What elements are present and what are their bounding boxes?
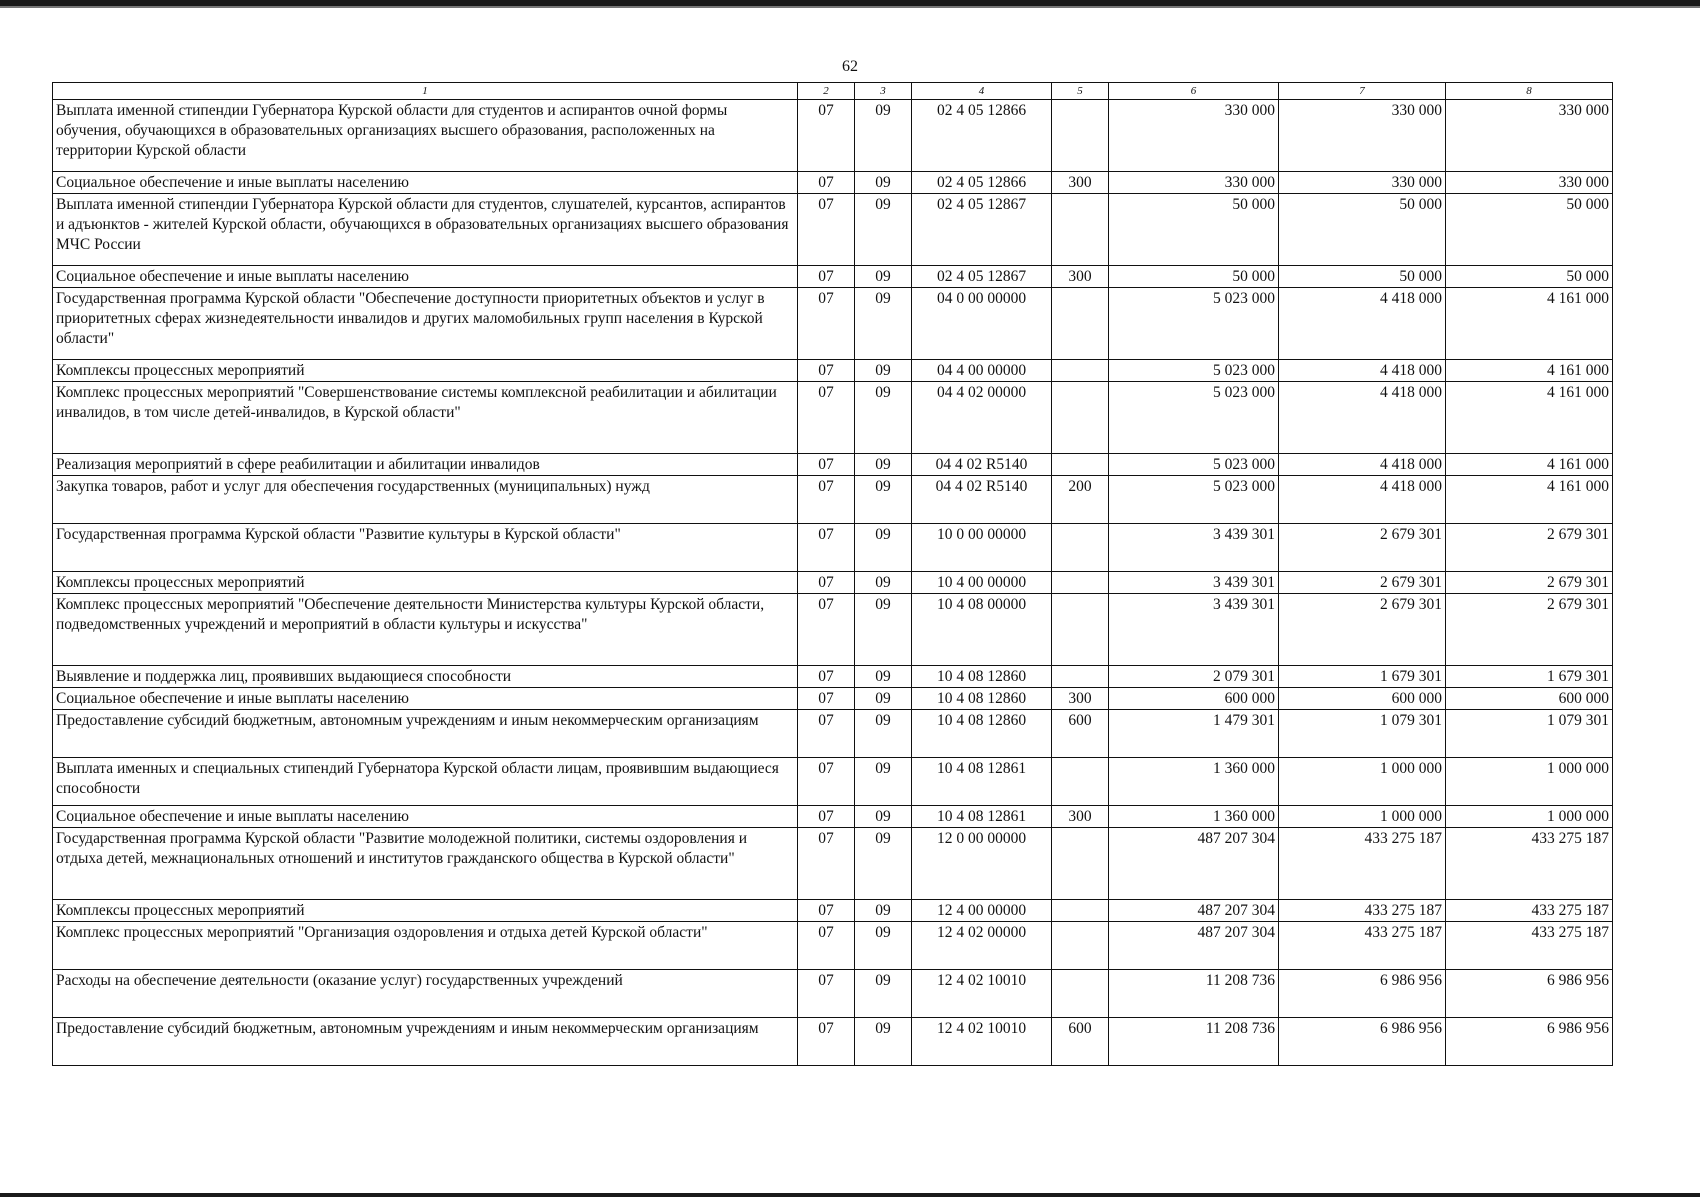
row-name: Предоставление субсидий бюджетным, автономным учреждениям и иным некоммерческим организациям — [53, 710, 798, 758]
table-row — [53, 572, 1613, 594]
table-row — [53, 360, 1613, 382]
target-article-code: 12 0 00 00000 — [912, 828, 1052, 900]
amount-col7: 4 418 000 — [1279, 288, 1446, 360]
section-code: 07 — [798, 828, 855, 900]
amount-col8: 2 679 301 — [1446, 572, 1613, 594]
column-header: 2 — [798, 83, 855, 100]
subsection-code: 09 — [855, 688, 912, 710]
section-code: 07 — [798, 970, 855, 1018]
amount-col6: 3 439 301 — [1109, 524, 1279, 572]
section-code: 07 — [798, 1018, 855, 1066]
column-header: 1 — [53, 83, 798, 100]
subsection-code: 09 — [855, 970, 912, 1018]
amount-col7: 433 275 187 — [1279, 922, 1446, 970]
table-row — [53, 524, 1613, 572]
subsection-code: 09 — [855, 1018, 912, 1066]
row-name: Выявление и поддержка лиц, проявивших выдающиеся способности — [53, 666, 798, 688]
expense-type-code: 300 — [1052, 172, 1109, 194]
expense-type-code — [1052, 594, 1109, 666]
target-article-code: 04 4 00 00000 — [912, 360, 1052, 382]
table-row — [53, 806, 1613, 828]
amount-col6: 50 000 — [1109, 266, 1279, 288]
subsection-code: 09 — [855, 524, 912, 572]
budget-table — [52, 82, 1613, 1066]
row-name: Предоставление субсидий бюджетным, автономным учреждениям и иным некоммерческим организациям — [53, 1018, 798, 1066]
amount-col6: 5 023 000 — [1109, 360, 1279, 382]
row-name: Комплексы процессных мероприятий — [53, 900, 798, 922]
amount-col6: 600 000 — [1109, 688, 1279, 710]
section-code: 07 — [798, 172, 855, 194]
amount-col8: 2 679 301 — [1446, 594, 1613, 666]
amount-col6: 50 000 — [1109, 194, 1279, 266]
target-article-code: 10 4 08 12861 — [912, 758, 1052, 806]
row-name: Государственная программа Курской области "Обеспечение доступности приоритетных объектов и услуг в приоритетных сферах жизнедеятельности инвалидов и других маломобильных групп населения в Курской области" — [53, 288, 798, 360]
subsection-code: 09 — [855, 454, 912, 476]
amount-col8: 50 000 — [1446, 194, 1613, 266]
amount-col8: 2 679 301 — [1446, 524, 1613, 572]
row-name: Выплата именных и специальных стипендий Губернатора Курской области лицам, проявившим выдающиеся способности — [53, 758, 798, 806]
table-row — [53, 100, 1613, 172]
amount-col7: 1 000 000 — [1279, 806, 1446, 828]
expense-type-code: 200 — [1052, 476, 1109, 524]
row-name: Реализация мероприятий в сфере реабилитации и абилитации инвалидов — [53, 454, 798, 476]
amount-col8: 1 000 000 — [1446, 758, 1613, 806]
amount-col7: 50 000 — [1279, 266, 1446, 288]
subsection-code: 09 — [855, 922, 912, 970]
amount-col7: 600 000 — [1279, 688, 1446, 710]
section-code: 07 — [798, 382, 855, 454]
amount-col8: 1 000 000 — [1446, 806, 1613, 828]
target-article-code: 10 4 08 12860 — [912, 666, 1052, 688]
row-name: Расходы на обеспечение деятельности (оказание услуг) государственных учреждений — [53, 970, 798, 1018]
amount-col6: 5 023 000 — [1109, 476, 1279, 524]
expense-type-code: 300 — [1052, 266, 1109, 288]
row-name: Комплексы процессных мероприятий — [53, 572, 798, 594]
table-body — [53, 100, 1613, 1066]
section-code: 07 — [798, 710, 855, 758]
section-code: 07 — [798, 288, 855, 360]
row-name: Государственная программа Курской области "Развитие молодежной политики, системы оздоровления и отдыха детей, межнациональных отношений и институтов гражданского общества в Курской области" — [53, 828, 798, 900]
table-row — [53, 666, 1613, 688]
scan-edge-shadow — [0, 6, 1700, 8]
amount-col7: 1 079 301 — [1279, 710, 1446, 758]
section-code: 07 — [798, 476, 855, 524]
subsection-code: 09 — [855, 100, 912, 172]
table-row — [53, 194, 1613, 266]
row-name: Комплексы процессных мероприятий — [53, 360, 798, 382]
expense-type-code — [1052, 524, 1109, 572]
target-article-code: 12 4 02 00000 — [912, 922, 1052, 970]
amount-col8: 4 161 000 — [1446, 288, 1613, 360]
row-name: Выплата именной стипендии Губернатора Курской области для студентов и аспирантов очной формы обучения, обучающихся в образовательных организациях высшего образования, расположенных на территории Курской области — [53, 100, 798, 172]
amount-col6: 1 360 000 — [1109, 806, 1279, 828]
amount-col6: 11 208 736 — [1109, 1018, 1279, 1066]
target-article-code: 10 4 08 12860 — [912, 688, 1052, 710]
column-number-row — [53, 83, 1613, 100]
expense-type-code — [1052, 100, 1109, 172]
amount-col7: 4 418 000 — [1279, 476, 1446, 524]
section-code: 07 — [798, 266, 855, 288]
section-code: 07 — [798, 100, 855, 172]
table-row — [53, 688, 1613, 710]
section-code: 07 — [798, 194, 855, 266]
section-code: 07 — [798, 758, 855, 806]
amount-col6: 3 439 301 — [1109, 594, 1279, 666]
target-article-code: 10 0 00 00000 — [912, 524, 1052, 572]
target-article-code: 10 4 08 00000 — [912, 594, 1052, 666]
amount-col6: 2 079 301 — [1109, 666, 1279, 688]
amount-col7: 330 000 — [1279, 100, 1446, 172]
target-article-code: 04 4 02 00000 — [912, 382, 1052, 454]
section-code: 07 — [798, 688, 855, 710]
row-name: Социальное обеспечение и иные выплаты населению — [53, 266, 798, 288]
section-code: 07 — [798, 360, 855, 382]
table-row — [53, 266, 1613, 288]
amount-col6: 487 207 304 — [1109, 900, 1279, 922]
expense-type-code: 300 — [1052, 688, 1109, 710]
row-name: Государственная программа Курской области "Развитие культуры в Курской области" — [53, 524, 798, 572]
subsection-code: 09 — [855, 900, 912, 922]
expense-type-code — [1052, 970, 1109, 1018]
expense-type-code — [1052, 758, 1109, 806]
amount-col6: 330 000 — [1109, 100, 1279, 172]
amount-col6: 487 207 304 — [1109, 922, 1279, 970]
target-article-code: 04 4 02 R5140 — [912, 454, 1052, 476]
row-name: Комплекс процессных мероприятий "Обеспечение деятельности Министерства культуры Курской области, подведомственных учреждений и мероприятий в области культуры и искусства" — [53, 594, 798, 666]
section-code: 07 — [798, 666, 855, 688]
row-name: Комплекс процессных мероприятий "Организация оздоровления и отдыха детей Курской области" — [53, 922, 798, 970]
amount-col7: 1 000 000 — [1279, 758, 1446, 806]
target-article-code: 10 4 00 00000 — [912, 572, 1052, 594]
target-article-code: 02 4 05 12866 — [912, 100, 1052, 172]
column-header: 3 — [855, 83, 912, 100]
row-name: Социальное обеспечение и иные выплаты населению — [53, 806, 798, 828]
amount-col7: 2 679 301 — [1279, 572, 1446, 594]
expense-type-code — [1052, 666, 1109, 688]
table-row — [53, 828, 1613, 900]
amount-col7: 433 275 187 — [1279, 828, 1446, 900]
amount-col6: 11 208 736 — [1109, 970, 1279, 1018]
expense-type-code — [1052, 922, 1109, 970]
amount-col6: 487 207 304 — [1109, 828, 1279, 900]
section-code: 07 — [798, 524, 855, 572]
expense-type-code — [1052, 194, 1109, 266]
amount-col7: 4 418 000 — [1279, 382, 1446, 454]
subsection-code: 09 — [855, 288, 912, 360]
expense-type-code — [1052, 828, 1109, 900]
expense-type-code — [1052, 454, 1109, 476]
table-row — [53, 970, 1613, 1018]
table-row — [53, 900, 1613, 922]
amount-col8: 330 000 — [1446, 100, 1613, 172]
row-name: Социальное обеспечение и иные выплаты населению — [53, 688, 798, 710]
amount-col7: 1 679 301 — [1279, 666, 1446, 688]
expense-type-code — [1052, 572, 1109, 594]
subsection-code: 09 — [855, 172, 912, 194]
amount-col7: 433 275 187 — [1279, 900, 1446, 922]
scan-edge-bottom — [0, 1193, 1700, 1197]
target-article-code: 12 4 02 10010 — [912, 1018, 1052, 1066]
section-code: 07 — [798, 454, 855, 476]
amount-col8: 4 161 000 — [1446, 382, 1613, 454]
expense-type-code: 300 — [1052, 806, 1109, 828]
target-article-code: 02 4 05 12867 — [912, 194, 1052, 266]
amount-col7: 4 418 000 — [1279, 360, 1446, 382]
amount-col6: 1 360 000 — [1109, 758, 1279, 806]
amount-col8: 4 161 000 — [1446, 360, 1613, 382]
row-name: Закупка товаров, работ и услуг для обеспечения государственных (муниципальных) нужд — [53, 476, 798, 524]
subsection-code: 09 — [855, 194, 912, 266]
expense-type-code: 600 — [1052, 710, 1109, 758]
amount-col8: 600 000 — [1446, 688, 1613, 710]
subsection-code: 09 — [855, 806, 912, 828]
expense-type-code — [1052, 288, 1109, 360]
section-code: 07 — [798, 572, 855, 594]
amount-col7: 6 986 956 — [1279, 1018, 1446, 1066]
amount-col7: 50 000 — [1279, 194, 1446, 266]
amount-col7: 4 418 000 — [1279, 454, 1446, 476]
column-header: 4 — [912, 83, 1052, 100]
subsection-code: 09 — [855, 828, 912, 900]
column-header: 6 — [1109, 83, 1279, 100]
page-number: 62 — [842, 58, 858, 75]
subsection-code: 09 — [855, 360, 912, 382]
column-header: 8 — [1446, 83, 1613, 100]
amount-col8: 433 275 187 — [1446, 922, 1613, 970]
target-article-code: 10 4 08 12861 — [912, 806, 1052, 828]
table-row — [53, 382, 1613, 454]
amount-col7: 6 986 956 — [1279, 970, 1446, 1018]
expense-type-code: 600 — [1052, 1018, 1109, 1066]
amount-col8: 330 000 — [1446, 172, 1613, 194]
subsection-code: 09 — [855, 476, 912, 524]
target-article-code: 12 4 02 10010 — [912, 970, 1052, 1018]
column-header: 5 — [1052, 83, 1109, 100]
table-row — [53, 594, 1613, 666]
amount-col6: 3 439 301 — [1109, 572, 1279, 594]
amount-col7: 2 679 301 — [1279, 594, 1446, 666]
subsection-code: 09 — [855, 594, 912, 666]
amount-col8: 4 161 000 — [1446, 454, 1613, 476]
table-row — [53, 758, 1613, 806]
amount-col8: 4 161 000 — [1446, 476, 1613, 524]
subsection-code: 09 — [855, 666, 912, 688]
amount-col8: 50 000 — [1446, 266, 1613, 288]
table-row — [53, 1018, 1613, 1066]
expense-type-code — [1052, 900, 1109, 922]
amount-col8: 1 679 301 — [1446, 666, 1613, 688]
amount-col6: 5 023 000 — [1109, 288, 1279, 360]
expense-type-code — [1052, 382, 1109, 454]
target-article-code: 12 4 00 00000 — [912, 900, 1052, 922]
section-code: 07 — [798, 922, 855, 970]
subsection-code: 09 — [855, 382, 912, 454]
table-row — [53, 476, 1613, 524]
row-name: Социальное обеспечение и иные выплаты населению — [53, 172, 798, 194]
target-article-code: 10 4 08 12860 — [912, 710, 1052, 758]
table-row — [53, 454, 1613, 476]
table-row — [53, 922, 1613, 970]
amount-col8: 6 986 956 — [1446, 970, 1613, 1018]
target-article-code: 04 4 02 R5140 — [912, 476, 1052, 524]
row-name: Выплата именной стипендии Губернатора Курской области для студентов, слушателей, курсантов, аспирантов и адъюнктов - жителей Курской области, обучающихся в образовательных организациях высшего образования МЧС России — [53, 194, 798, 266]
target-article-code: 02 4 05 12867 — [912, 266, 1052, 288]
table-row — [53, 710, 1613, 758]
subsection-code: 09 — [855, 266, 912, 288]
amount-col6: 5 023 000 — [1109, 382, 1279, 454]
amount-col7: 2 679 301 — [1279, 524, 1446, 572]
amount-col8: 433 275 187 — [1446, 828, 1613, 900]
subsection-code: 09 — [855, 710, 912, 758]
section-code: 07 — [798, 594, 855, 666]
section-code: 07 — [798, 806, 855, 828]
row-name: Комплекс процессных мероприятий "Совершенствование системы комплексной реабилитации и абилитации инвалидов, в том числе детей-инвалидов, в Курской области" — [53, 382, 798, 454]
subsection-code: 09 — [855, 572, 912, 594]
subsection-code: 09 — [855, 758, 912, 806]
target-article-code: 02 4 05 12866 — [912, 172, 1052, 194]
amount-col6: 330 000 — [1109, 172, 1279, 194]
expense-type-code — [1052, 360, 1109, 382]
column-header: 7 — [1279, 83, 1446, 100]
amount-col6: 1 479 301 — [1109, 710, 1279, 758]
amount-col8: 433 275 187 — [1446, 900, 1613, 922]
amount-col8: 6 986 956 — [1446, 1018, 1613, 1066]
target-article-code: 04 0 00 00000 — [912, 288, 1052, 360]
table-row — [53, 172, 1613, 194]
table-row — [53, 288, 1613, 360]
amount-col7: 330 000 — [1279, 172, 1446, 194]
section-code: 07 — [798, 900, 855, 922]
amount-col8: 1 079 301 — [1446, 710, 1613, 758]
amount-col6: 5 023 000 — [1109, 454, 1279, 476]
